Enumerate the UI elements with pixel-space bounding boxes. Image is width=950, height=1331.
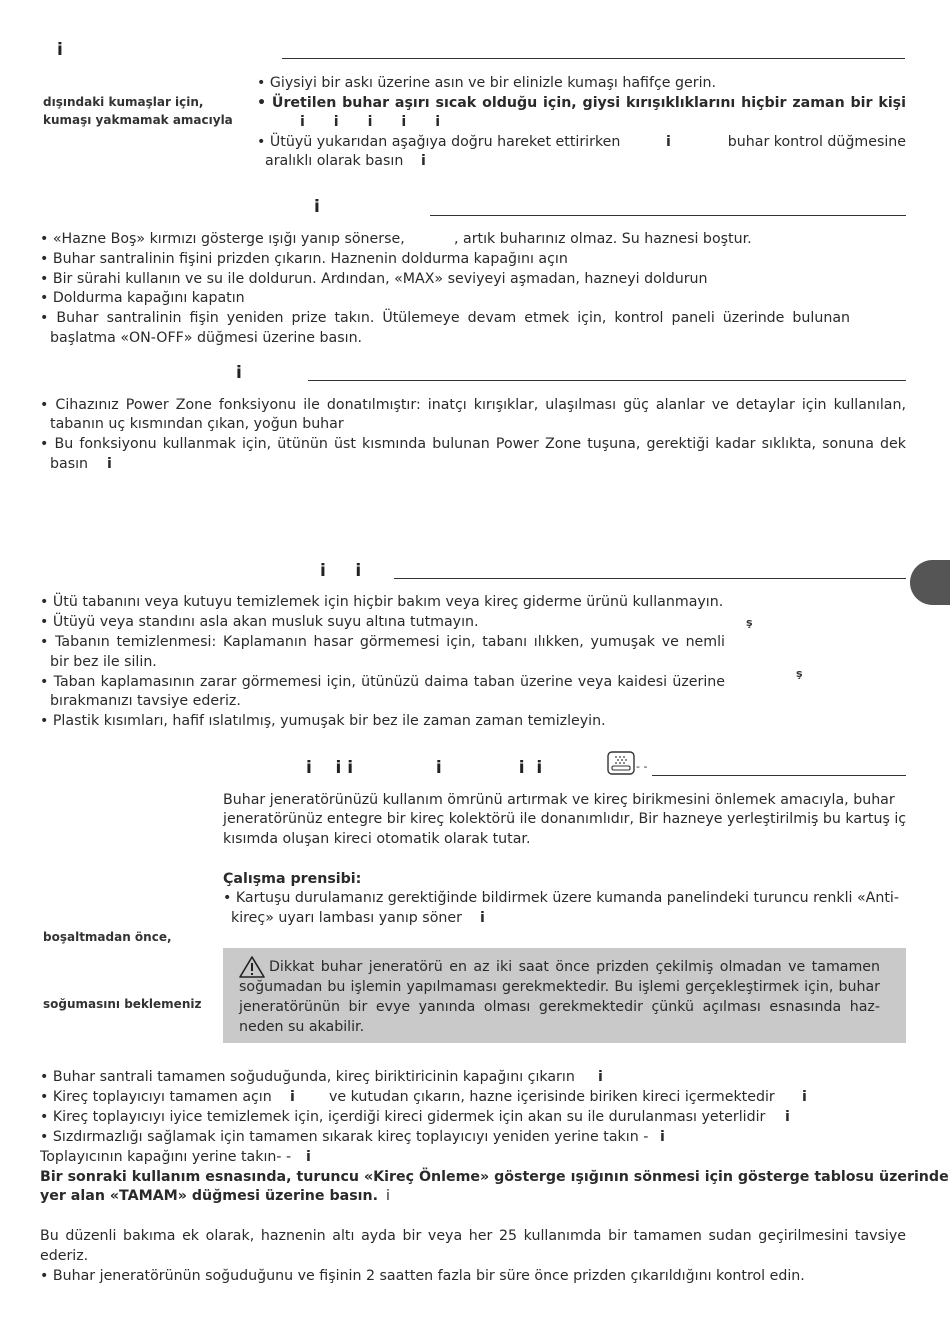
section5-step-4: • Sızdırmazlığı sağlamak için tamamen sıkarak kireç toplayıcıyı yeniden yerine takın - [40,1129,649,1145]
section4-line-6: bırakmanızı tavsiye ederiz. [50,693,241,709]
page-thumb-tab [910,560,950,605]
section5-step-3-mark: i [785,1109,790,1125]
section5-principle-1: • Kartuşu durulamanız gerektiğinde bildirmek üzere kumanda panelindeki turuncu renkli «Anti- [223,890,899,906]
section1-line-3: i i i i i [300,114,441,130]
anti-scale-icon [607,751,637,777]
section1-line-5-mark: i [421,153,426,169]
section3-rule [308,380,906,381]
section2-line-6: başlatma «ON-OFF» düğmesi üzerine basın. [50,330,363,346]
section5-notice-1: Bir sonraki kullanım esnasında, turuncu «Kireç Önleme» gösterge ışığının sönmesi için gösterge tablosu üzerinde [40,1169,949,1185]
section4-line-4: bir bez ile silin. [50,654,157,670]
section4-line-7: • Plastik kısımları, hafif ıslatılmış, yumuşak bir bez ile zaman zaman temizleyin. [40,713,606,729]
section5-step-2-end-mark: i [802,1089,807,1105]
section5-heading-glyph: i i i i i i [306,758,543,778]
section2-line-2: • Buhar santralinin fişini prizden çıkarın. Haznenin doldurma kapağını açın [40,251,568,267]
section5-rule [652,775,906,776]
section5-principle-title: Çalışma prensibi: [223,871,362,887]
warning-line-1: Dikkat buhar jeneratörü en az iki saat önce prizden çekilmiş olmadan ve tamamen [269,959,880,975]
section1-side-note-2: kumaşı yakmamak amacıyla [43,113,233,127]
section4-rule [394,578,906,579]
section1-line-4-mark: i [666,134,671,150]
warning-icon [239,956,265,978]
section2-line-1-end: , artık buharınız olmaz. Su haznesi boştur. [454,231,752,247]
section1-line-2: • Üretilen buhar aşırı sıcak olduğu için, giysi kırışıklıklarını hiçbir zaman bir kişi [257,95,906,111]
section1-rule [282,58,905,59]
section4-line-2: • Ütüyü veya standını asla akan musluk suyu altına tutmayın. [40,614,479,630]
section2-heading-glyph: i [314,197,320,217]
section4-side-mark-1: ş [746,616,753,629]
section5-step-5: Toplayıcının kapağını yerine takın- - [40,1149,292,1165]
section1-line-5: aralıklı olarak basın [265,153,404,169]
section5-step-1: • Buhar santrali tamamen soğuduğunda, kireç biriktiricinin kapağını çıkarın [40,1069,575,1085]
section2-rule [430,215,906,216]
section2-line-1: • «Hazne Boş» kırmızı gösterge ışığı yanıp sönerse, [40,231,405,247]
section4-line-5: • Taban kaplamasının zarar görmemesi için, ütünüzü daima taban üzerine veya kaidesi üzerine [40,674,725,690]
section4-line-3: • Tabanın temizlenmesi: Kaplamanın hasar görmemesi için, tabanı ılıkken, yumuşak ve nemli [40,634,725,650]
section5-principle-2: kireç» uyarı lambası yanıp söner [231,910,462,926]
section5-step-2-end: ve kutudan çıkarın, hazne içerisinde biriken kireci içermektedir [329,1089,775,1105]
section3-line-4-mark: i [107,456,112,472]
section5-intro-3: kısımda oluşan kireci otomatik olarak tutar. [223,831,531,847]
section5-principle-mark: i [480,910,485,926]
section1-side-note-1: dışındaki kumaşlar için, [43,95,204,109]
section4-line-1: • Ütü tabanını veya kutuyu temizlemek için hiçbir bakım veya kireç giderme ürünü kullanmayın. [40,594,724,610]
anti-scale-icon-tail: - - [636,760,648,773]
section3-heading-glyph: i [236,363,242,383]
warning-line-2: soğumadan bu işlemin yapılmaması gerekmektedir. Bu işlemi gerçekleştirmek için, buhar [239,979,880,995]
section5-step-2-mark: i [290,1089,295,1105]
section5-footer-3: • Buhar jeneratörünün soğuduğunu ve fişinin 2 saatten fazla bir süre önce prizden çıkarıldığını kontrol edin. [40,1268,805,1284]
section5-intro-1: Buhar jeneratörünüzü kullanım ömrünü artırmak ve kireç birikmesini önlemek amacıyla, buhar [223,792,895,808]
section5-footer-2: ederiz. [40,1248,89,1264]
section1-line-4-end: buhar kontrol düğmesine [727,134,906,150]
section5-intro-2: jeneratörünüz entegre bir kireç kolektörü ile donanımlıdır, Bir hazneye yerleştirilmiş bu kartuş iç [223,811,907,827]
section5-step-5-mark: i [306,1149,311,1165]
section5-step-2: • Kireç toplayıcıyı tamamen açın [40,1089,272,1105]
section2-line-4: • Doldurma kapağını kapatın [40,290,245,306]
section3-line-4: basın [50,456,89,472]
section1-heading-glyph: i [57,40,63,60]
section5-footer-1: Bu düzenli bakıma ek olarak, haznenin altı ayda bir veya her 25 kullanımda bir tamamen sudan geçirilmesini tavsiye [40,1228,906,1244]
section3-line-3: • Bu fonksiyonu kullanmak için, ütünün üst kısmında bulunan Power Zone tuşuna, gerektiği kadar sıklıkta, sonuna dek [40,436,906,452]
section3-line-1: • Cihazınız Power Zone fonksiyonu ile donatılmıştır: inatçı kırışıklar, ulaşılması güç alanlar ve detaylar için kullanılan, [40,397,906,413]
warning-line-4: neden su akabilir. [239,1019,365,1035]
section5-notice-2: yer alan «TAMAM» düğmesi üzerine basın. [40,1188,378,1204]
warning-box [223,948,906,1043]
section5-side-note-2: soğumasını beklemeniz [43,997,202,1011]
section3-line-2: tabanın uç kısmından çıkan, yoğun buhar [50,416,344,432]
section4-side-mark-2: ş [796,667,803,680]
warning-line-3: jeneratörünün bir evye yanında olması gerekmektedir çünkü açılması esnasında haz- [239,999,880,1015]
section5-side-note-1: boşaltmadan önce, [43,930,172,944]
section5-notice-mark: i [386,1188,390,1204]
section2-line-3: • Bir sürahi kullanın ve su ile doldurun. Ardından, «MAX» seviyeyi aşmadan, hazneyi doldurun [40,271,708,287]
section5-step-1-mark: i [598,1069,603,1085]
section1-line-4: • Ütüyü yukarıdan aşağıya doğru hareket ettirirken [257,134,621,150]
section5-step-4-mark: i [660,1129,665,1145]
section2-line-5: • Buhar santralinin fişin yeniden prize takın. Ütülemeye devam etmek için, kontrol paneli üzerinde bulunan [40,310,850,326]
section5-step-3: • Kireç toplayıcıyı iyice temizlemek için, içerdiği kireci gidermek için akan su ile durulanması yeterlidir [40,1109,766,1125]
section4-heading-glyph: i i [320,561,362,581]
section1-line-1: • Giysiyi bir askı üzerine asın ve bir elinizle kumaşı hafifçe gerin. [257,75,717,91]
